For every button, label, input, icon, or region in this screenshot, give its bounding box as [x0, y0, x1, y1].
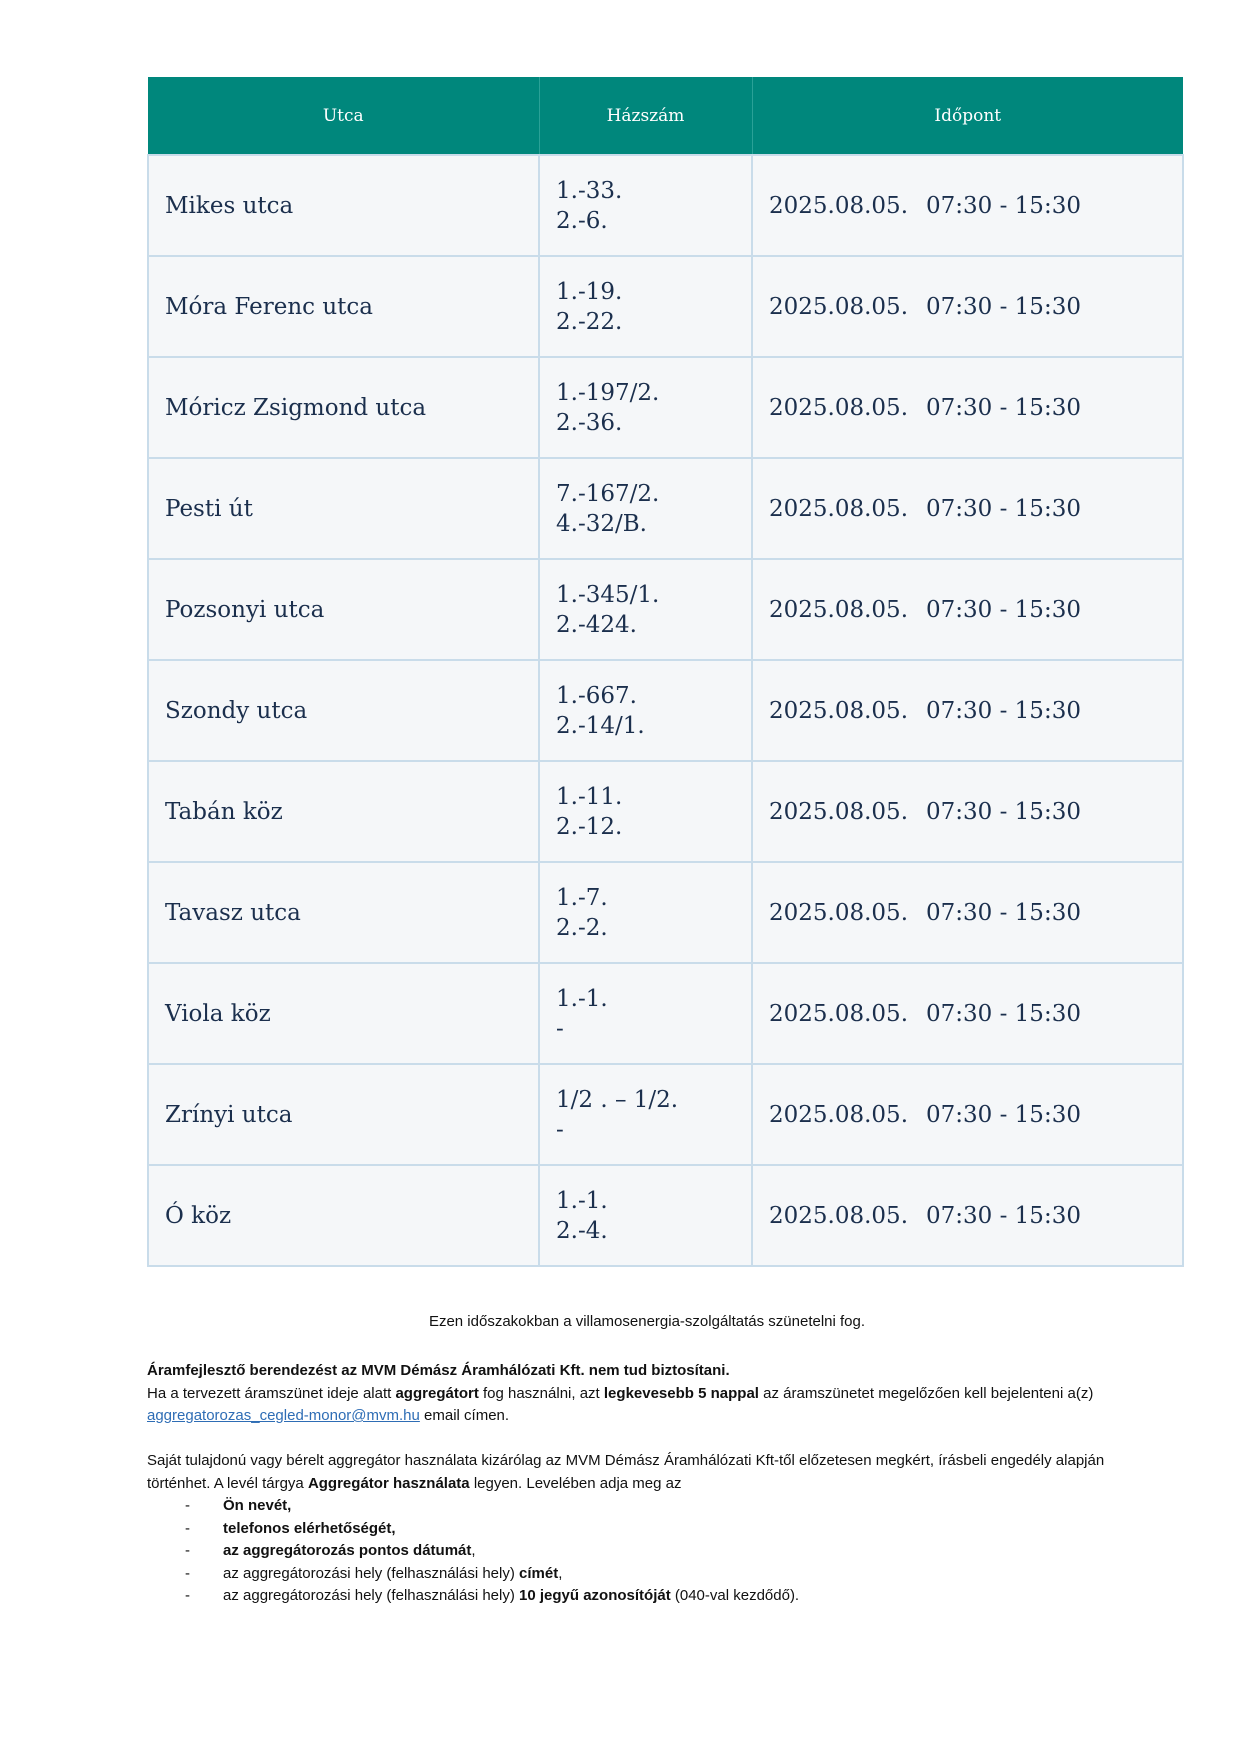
table-row: [148, 1165, 1183, 1266]
table-row: [148, 256, 1183, 357]
list-item-id: 10 jegyű azonosítóját: [519, 1587, 671, 1604]
house-number-odd: 1.-7.: [556, 884, 608, 911]
outage-time: 07:30 - 15:30: [926, 293, 1081, 320]
list-item: [147, 1563, 1147, 1586]
list-dash: -: [185, 1542, 190, 1559]
house-number-cell: [539, 660, 752, 761]
required-info-list: [147, 1495, 1147, 1608]
outage-time: 07:30 - 15:30: [926, 1101, 1081, 1128]
table-header-row: [148, 77, 1183, 155]
list-item-address: címét: [519, 1564, 559, 1582]
street-name: Pozsonyi utca: [165, 596, 325, 623]
list-dash: -: [185, 1497, 190, 1514]
house-number-odd: 1/2 . – 1/2.: [556, 1086, 679, 1113]
street-cell: [148, 761, 539, 862]
table-row: [148, 357, 1183, 458]
street-cell: [148, 1165, 539, 1266]
p1-text-2: fog használni, azt: [478, 1384, 604, 1402]
house-number-cell: [539, 357, 752, 458]
outage-time: 07:30 - 15:30: [926, 798, 1081, 825]
house-number-cell: [539, 458, 752, 559]
p1-bold-aggregator: aggregátort: [395, 1384, 479, 1402]
house-number-odd: 1.-33.: [556, 177, 623, 204]
list-item-address-rest: ,: [558, 1564, 563, 1582]
house-number-even: 2.-36.: [556, 409, 623, 436]
outage-time: 07:30 - 15:30: [926, 899, 1081, 926]
list-item: [147, 1495, 1147, 1518]
list-dash: -: [185, 1519, 190, 1537]
list-item-address-text: az aggregátorozási hely (felhasználási hely): [223, 1564, 519, 1582]
time-cell: [752, 862, 1183, 963]
time-cell: [752, 155, 1183, 256]
house-number-even: -: [556, 1015, 564, 1042]
street-cell: [148, 458, 539, 559]
house-number-odd: 1.-345/1.: [556, 581, 660, 608]
house-number-even: 2.-12.: [556, 813, 623, 840]
list-item: [147, 1540, 1147, 1563]
header-time: Időpont: [752, 77, 1183, 155]
street-name: Zrínyi utca: [165, 1101, 293, 1128]
street-cell: [148, 155, 539, 256]
list-item-id-text: az aggregátorozási hely (felhasználási hely): [223, 1587, 519, 1604]
house-number-cell: [539, 1165, 752, 1266]
table-body: [148, 155, 1183, 1266]
outage-date: 2025.08.05.: [769, 697, 908, 724]
street-name: Móra Ferenc utca: [165, 293, 373, 320]
generator-notice: [147, 1360, 1147, 1608]
time-cell: [752, 1064, 1183, 1165]
outage-date: 2025.08.05.: [769, 394, 908, 421]
email-link[interactable]: aggregatorozas_cegled-monor@mvm.hu: [147, 1407, 420, 1424]
header-street: Utca: [148, 77, 539, 155]
street-cell: [148, 256, 539, 357]
time-cell: [752, 357, 1183, 458]
time-cell: [752, 761, 1183, 862]
house-number-cell: [539, 761, 752, 862]
outage-notice-line: Ezen időszakokban a villamosenergia-szolgáltatás szünetelni fog.: [428, 1313, 866, 1330]
outage-time: 07:30 - 15:30: [926, 394, 1081, 421]
outage-date: 2025.08.05.: [769, 293, 908, 320]
header-house-number: Házszám: [539, 77, 752, 155]
outage-time: 07:30 - 15:30: [926, 192, 1081, 219]
house-number-odd: 7.-167/2.: [556, 480, 660, 507]
house-number-even: 2.-6.: [556, 207, 608, 234]
outage-date: 2025.08.05.: [769, 192, 908, 219]
house-number-even: 2.-424.: [556, 611, 637, 638]
generator-heading-text: Áramfejlesztő berendezést az MVM Démász Áramhálózati Kft. nem tud biztosítani.: [147, 1362, 730, 1379]
list-dash: -: [185, 1564, 190, 1582]
time-cell: [752, 458, 1183, 559]
list-item-date-rest: ,: [471, 1542, 476, 1559]
table-row: [148, 761, 1183, 862]
street-name: Pesti út: [165, 495, 253, 522]
p1-text-4: email címen.: [419, 1407, 510, 1424]
house-number-odd: 1.-197/2.: [556, 379, 660, 406]
street-cell: [148, 862, 539, 963]
list-dash: -: [185, 1587, 190, 1604]
house-number-even: 2.-2.: [556, 914, 608, 941]
table-row: [148, 1064, 1183, 1165]
street-name: Tabán köz: [165, 798, 283, 825]
street-name: Tavasz utca: [165, 899, 301, 926]
street-name: Ó köz: [165, 1202, 232, 1229]
list-item-phone: telefonos elérhetőségét,: [223, 1519, 396, 1537]
street-name: Móricz Zsigmond utca: [165, 394, 427, 421]
outage-date: 2025.08.05.: [769, 798, 908, 825]
outage-date: 2025.08.05.: [769, 1202, 908, 1229]
house-number-odd: 1.-1.: [556, 985, 608, 1012]
table-row: [148, 862, 1183, 963]
street-cell: [148, 1064, 539, 1165]
house-number-even: 2.-22.: [556, 308, 623, 335]
outage-date: 2025.08.05.: [769, 495, 908, 522]
street-cell: [148, 963, 539, 1064]
p2-bold-subject: Aggregátor használata: [307, 1474, 470, 1492]
house-number-cell: [539, 256, 752, 357]
table-row: [148, 155, 1183, 256]
house-number-cell: [539, 862, 752, 963]
house-number-even: 4.-32/B.: [556, 510, 647, 537]
outage-time: 07:30 - 15:30: [926, 1202, 1081, 1229]
p1-text-3: az áramszünetet megelőzően kell bejelenteni a(z): [758, 1384, 1094, 1402]
notice-paragraph-1: [147, 1383, 1147, 1428]
outage-time: 07:30 - 15:30: [926, 495, 1081, 522]
outage-time: 07:30 - 15:30: [926, 1000, 1081, 1027]
table-row: [148, 458, 1183, 559]
generator-heading: [147, 1360, 1147, 1383]
time-cell: [752, 660, 1183, 761]
house-number-cell: [539, 155, 752, 256]
list-item-id-rest: (040-val kezdődő).: [670, 1587, 800, 1604]
street-cell: [148, 660, 539, 761]
house-number-cell: [539, 559, 752, 660]
street-name: Mikes utca: [165, 192, 294, 219]
outage-date: 2025.08.05.: [769, 1101, 908, 1128]
house-number-cell: [539, 963, 752, 1064]
house-number-cell: [539, 1064, 752, 1165]
outage-schedule-table: [147, 77, 1184, 1267]
p1-bold-deadline: legkevesebb 5 nappal: [603, 1384, 759, 1402]
list-item-name: Ön nevét,: [223, 1497, 292, 1514]
house-number-even: 2.-4.: [556, 1217, 608, 1244]
table-row: [148, 963, 1183, 1064]
outage-date: 2025.08.05.: [769, 1000, 908, 1027]
spacer: [147, 1428, 1147, 1451]
table-row: [148, 660, 1183, 761]
table-header: [148, 77, 1183, 155]
house-number-even: 2.-14/1.: [556, 712, 645, 739]
p1-text-1: Ha a tervezett áramszünet ideje alatt: [147, 1384, 396, 1402]
outage-date: 2025.08.05.: [769, 596, 908, 623]
table-row: [148, 559, 1183, 660]
time-cell: [752, 559, 1183, 660]
notice-paragraph-2: [147, 1450, 1147, 1495]
outage-date: 2025.08.05.: [769, 899, 908, 926]
outage-time: 07:30 - 15:30: [926, 697, 1081, 724]
street-name: Szondy utca: [165, 697, 308, 724]
list-item: [147, 1518, 1147, 1541]
p2-text-2: legyen. Levelében adja meg az: [469, 1474, 682, 1492]
list-item-date: az aggregátorozás pontos dátumát: [223, 1542, 472, 1559]
outage-time: 07:30 - 15:30: [926, 596, 1081, 623]
house-number-even: -: [556, 1116, 564, 1143]
street-cell: [148, 559, 539, 660]
time-cell: [752, 1165, 1183, 1266]
time-cell: [752, 963, 1183, 1064]
street-name: Viola köz: [165, 1000, 271, 1027]
street-cell: [148, 357, 539, 458]
house-number-odd: 1.-667.: [556, 682, 637, 709]
house-number-odd: 1.-1.: [556, 1187, 608, 1214]
list-item: [147, 1585, 1147, 1608]
p2-text-1: Saját tulajdonú vagy bérelt aggregátor használata kizárólag az MVM Démász Áramhálózati Kft-től előzetesen megkért, írásbeli engedély alapján történhet. A levél tárgya: [147, 1452, 1105, 1492]
house-number-odd: 1.-11.: [556, 783, 623, 810]
house-number-odd: 1.-19.: [556, 278, 623, 305]
time-cell: [752, 256, 1183, 357]
